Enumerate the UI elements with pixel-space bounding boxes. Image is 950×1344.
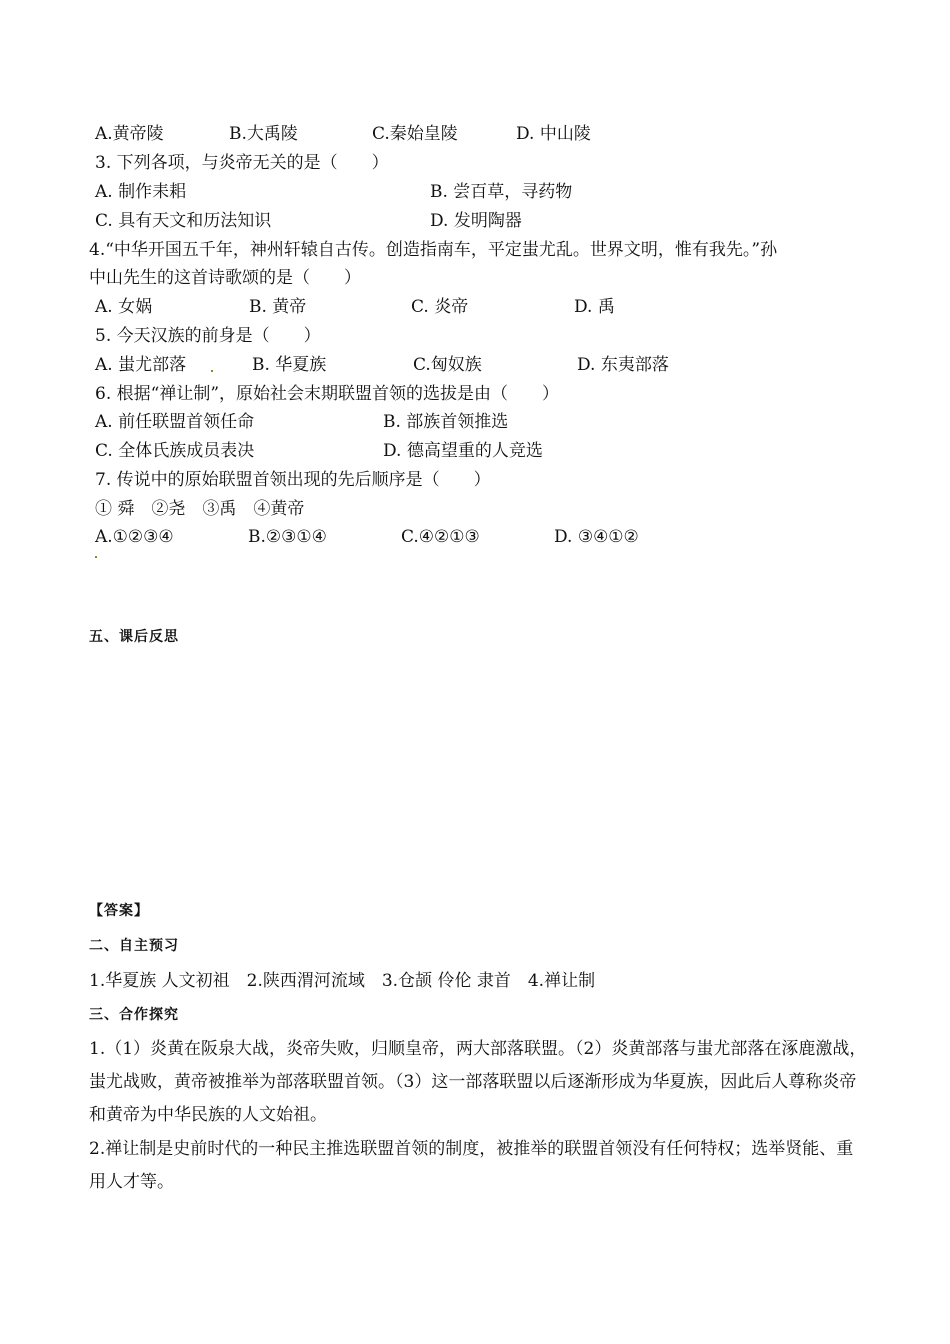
- answers-part3-title: 三、合作探究: [89, 1007, 179, 1023]
- q5-option-a: A. 蚩尤部落: [95, 355, 187, 375]
- q5-option-c: C.匈奴族: [413, 355, 482, 375]
- q2-option-c: C.秦始皇陵: [372, 124, 458, 144]
- q6-option-d: D. 德高望重的人竞选: [383, 441, 543, 461]
- q4-stem-line1: 4.“中华开国五千年，神州轩辕自古传。创造指南车，平定蚩尤乱。世界文明，惟有我先。”孙: [89, 240, 778, 260]
- q4-stem-line2: 中山先生的这首诗歌颂的是（ ）: [89, 268, 361, 288]
- q6-option-b: B. 部族首领推选: [383, 412, 509, 432]
- q7-option-d: D. ③④①②: [554, 527, 639, 547]
- q6-stem: 6. 根据“禅让制”，原始社会末期联盟首领的选拔是由（ ）: [95, 384, 560, 404]
- q6-option-a: A. 前任联盟首领任命: [95, 412, 255, 432]
- q7-option-b: B.②③①④: [248, 527, 327, 547]
- q3-stem: 3. 下列各项，与炎帝无关的是（ ）: [95, 153, 389, 173]
- q4-option-a: A. 女娲: [95, 297, 153, 317]
- q3-option-b: B. 尝百草，寻药物: [430, 182, 573, 202]
- answers-part3-paragraph2: 2.禅让制是史前时代的一种民主推选联盟首领的制度，被推举的联盟首领没有任何特权；选举贤能、重用人才等。: [89, 1139, 854, 1192]
- q2-option-d: D. 中山陵: [516, 124, 591, 144]
- q6-option-c: C. 全体氏族成员表决: [95, 441, 255, 461]
- q3-option-c: C. 具有天文和历法知识: [95, 211, 272, 231]
- q7-option-c: C.④②①③: [401, 527, 480, 547]
- q5-stem: 5. 今天汉族的前身是（ ）: [95, 326, 321, 346]
- answers-part2-text: 1.华夏族 人文初祖 2.陕西渭河流域 3.仓颉 伶伦 隶首 4.禅让制: [89, 971, 596, 991]
- q2-option-a: A.黄帝陵: [95, 124, 164, 144]
- q5-option-b: B. 华夏族: [252, 355, 327, 375]
- q5-option-d: D. 东夷部落: [577, 355, 669, 375]
- q7-items: ① 舜 ②尧 ③禹 ④黄帝: [95, 499, 305, 519]
- q2-option-b: B.大禹陵: [229, 124, 298, 144]
- q3-option-a: A. 制作耒耜: [95, 182, 187, 202]
- answers-part3-paragraph1: 1.（1）炎黄在阪泉大战，炎帝失败，归顺皇帝，两大部落联盟。（2）炎黄部落与蚩尤部落在涿鹿激战，蚩尤战败，黄帝被推举为部落联盟首领。（3）这一部落联盟以后逐渐形成为华夏族，因此后人尊称炎帝和黄帝为中华民族的人文始祖。: [89, 1039, 867, 1125]
- section5-title: 五、课后反思: [89, 629, 179, 645]
- answers-title: 【答案】: [89, 903, 149, 919]
- q4-option-b: B. 黄帝: [249, 297, 307, 317]
- stray-mark-dot: [95, 556, 97, 558]
- q4-option-d: D. 禹: [574, 297, 615, 317]
- q7-option-a: A.①②③④: [95, 527, 174, 547]
- stray-mark-dot: [211, 370, 213, 372]
- q7-stem: 7. 传说中的原始联盟首领出现的先后顺序是（ ）: [95, 470, 491, 490]
- q3-option-d: D. 发明陶器: [430, 211, 522, 231]
- answers-part2-title: 二、自主预习: [89, 938, 179, 954]
- q4-option-c: C. 炎帝: [411, 297, 469, 317]
